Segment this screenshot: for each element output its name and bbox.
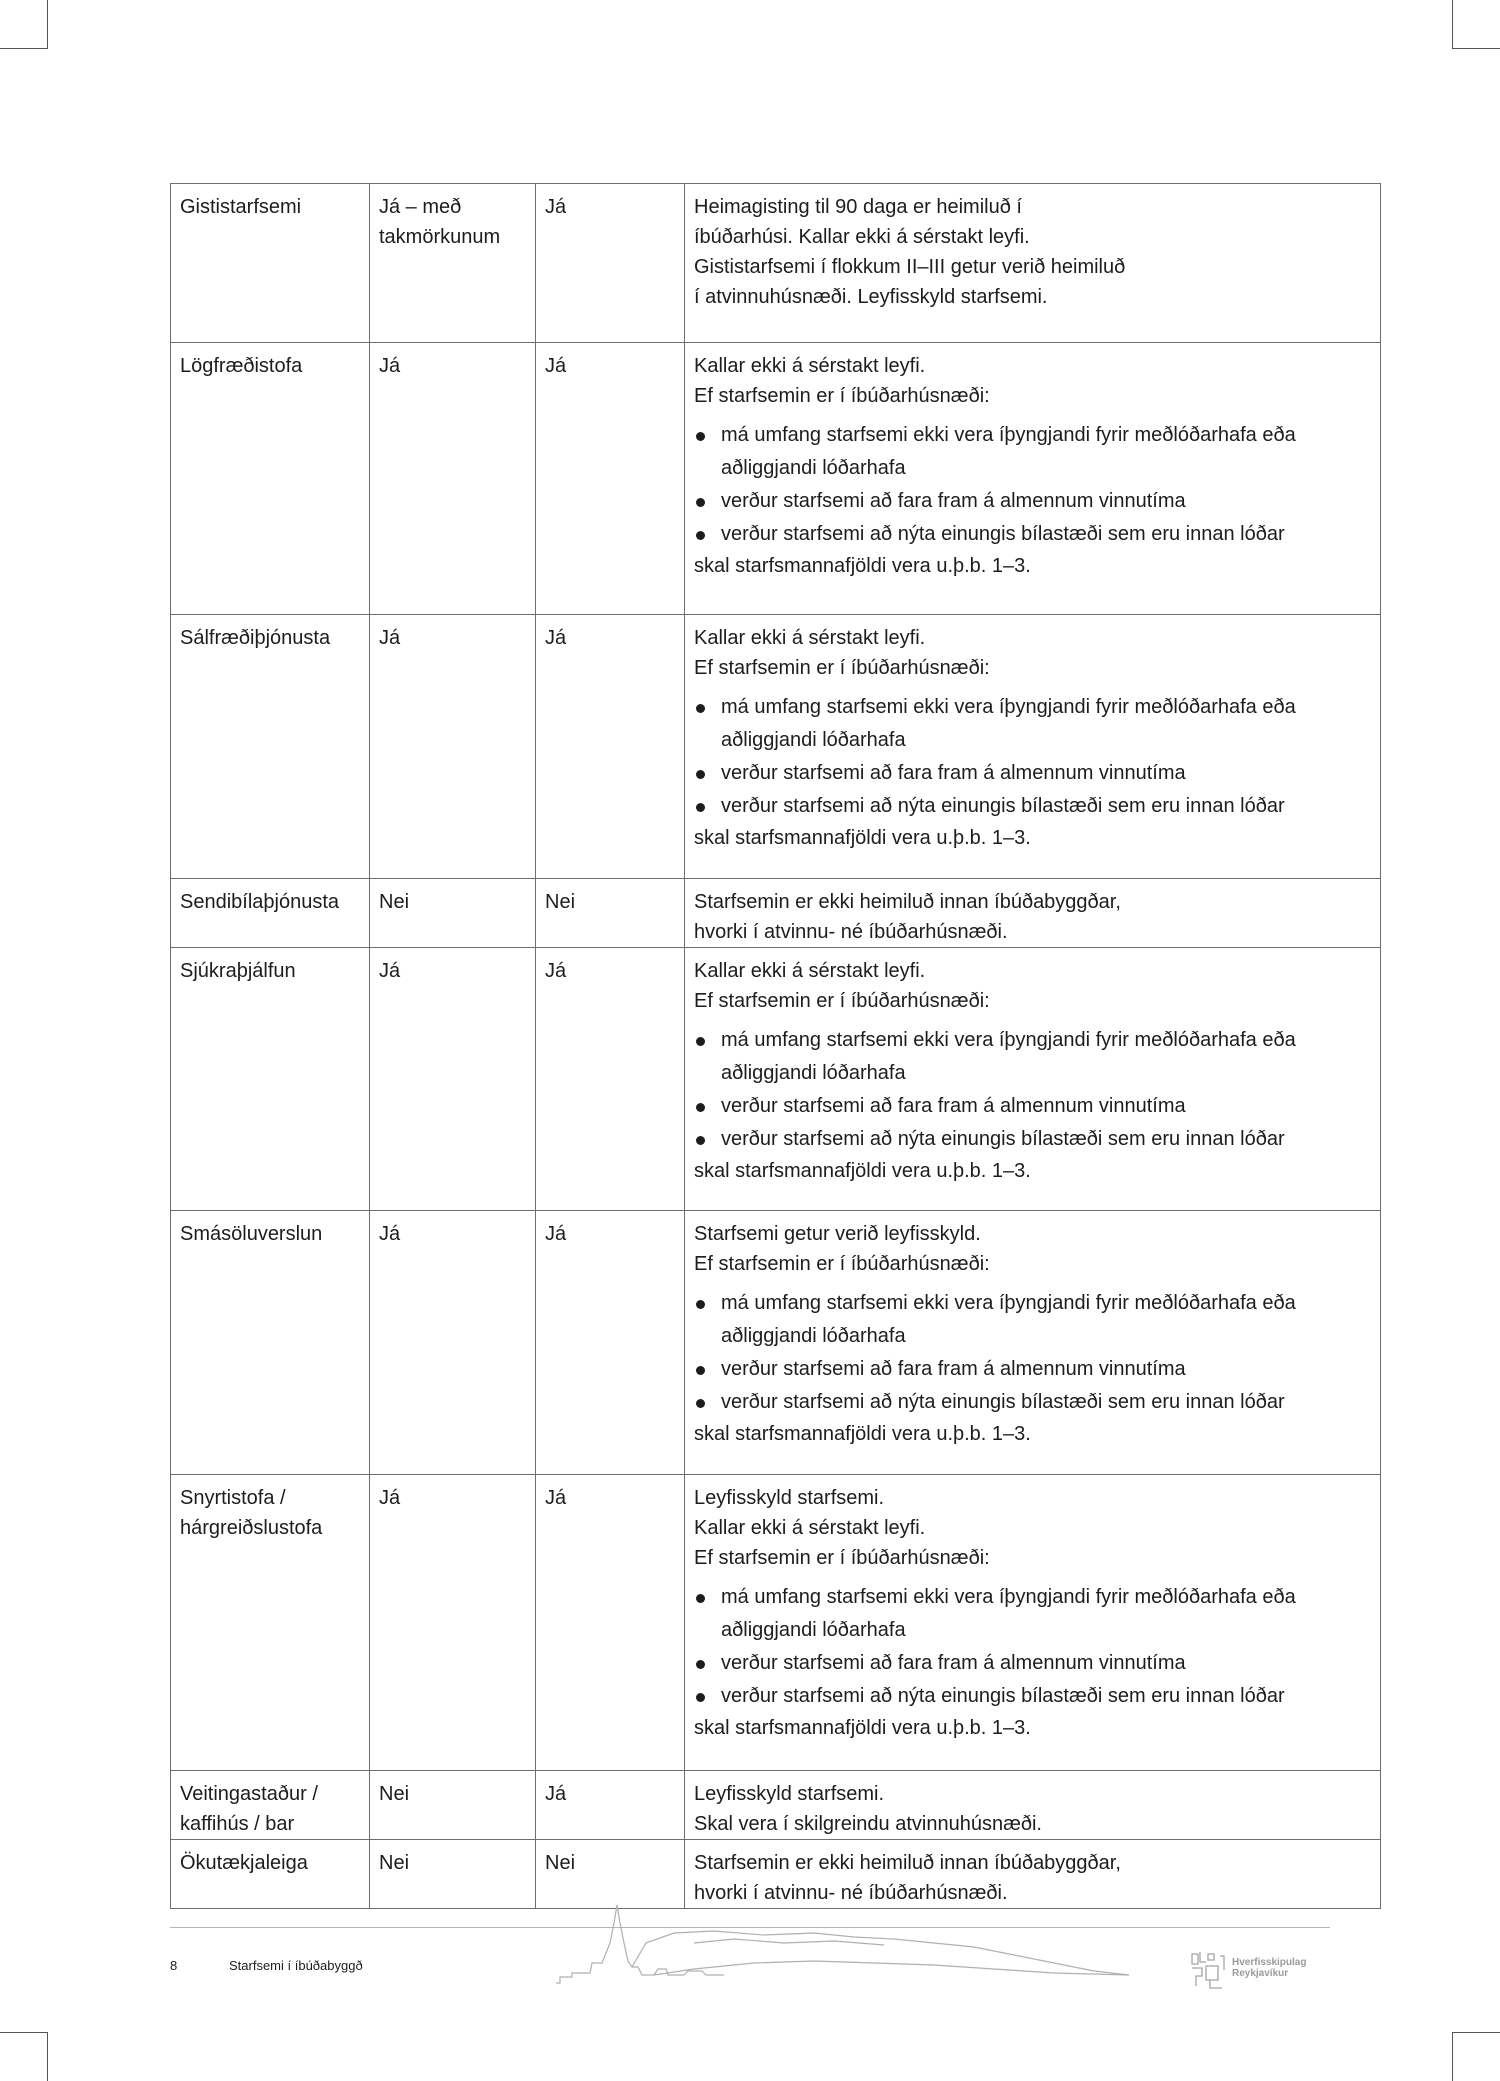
condition-bullet-list — [694, 691, 1371, 823]
bullet-icon — [696, 432, 705, 441]
condition-bullet-list — [694, 1581, 1371, 1713]
condition-staff-limit: skal starfsmannafjöldi vera u.þ.b. 1–3. — [694, 1160, 1031, 1182]
bullet-text: má umfang starfsemi ekki vera íþyngjandi fyrir meðlóðarhafa eða aðliggjandi lóðarhafa — [721, 1292, 1296, 1347]
bullet-text: verður starfsemi að nýta einungis bílastæði sem eru innan lóðar — [721, 523, 1285, 545]
table-row — [171, 1840, 1381, 1909]
permitted-in-residential: Já — [370, 1475, 536, 1771]
condition-bullet — [694, 1123, 1371, 1156]
permitted-in-residential: Já — [370, 1211, 536, 1475]
condition-bullet — [694, 691, 1371, 757]
condition-staff-limit: skal starfsmannafjöldi vera u.þ.b. 1–3. — [694, 555, 1031, 577]
crop-mark — [0, 2032, 48, 2033]
condition-text: Ef starfsemin er í íbúðarhúsnæði: — [694, 657, 990, 679]
condition-text: Starfsemin er ekki heimiluð innan íbúðabyggðar, — [694, 1852, 1121, 1874]
permitted-in-residential: Já — [370, 615, 536, 879]
conditions-cell — [685, 1475, 1381, 1771]
activity-name: Sálfræðiþjónusta — [171, 615, 370, 879]
bullet-icon — [696, 803, 705, 812]
table-row — [171, 1211, 1381, 1475]
crop-mark — [1452, 48, 1500, 49]
condition-text: Kallar ekki á sérstakt leyfi. — [694, 1517, 926, 1539]
condition-text: Ef starfsemin er í íbúðarhúsnæði: — [694, 990, 990, 1012]
condition-text: í atvinnuhúsnæði. Leyfisskyld starfsemi. — [694, 286, 1048, 308]
permitted-in-commercial: Já — [536, 1771, 685, 1840]
bullet-text: má umfang starfsemi ekki vera íþyngjandi fyrir meðlóðarhafa eða aðliggjandi lóðarhafa — [721, 424, 1296, 479]
table-row — [171, 615, 1381, 879]
condition-text: Starfsemi getur verið leyfisskyld. — [694, 1223, 981, 1245]
condition-bullet — [694, 1386, 1371, 1419]
activity-name: Sjúkraþjálfun — [171, 948, 370, 1211]
permitted-in-residential: Já — [370, 343, 536, 615]
condition-text: Ef starfsemin er í íbúðarhúsnæði: — [694, 1547, 990, 1569]
bullet-icon — [696, 704, 705, 713]
bullet-text: verður starfsemi að nýta einungis bílastæði sem eru innan lóðar — [721, 795, 1285, 817]
permitted-in-commercial: Já — [536, 1211, 685, 1475]
condition-text: Leyfisskyld starfsemi. — [694, 1487, 885, 1509]
condition-text: Skal vera í skilgreindu atvinnuhúsnæði. — [694, 1813, 1042, 1835]
conditions-cell — [685, 184, 1381, 343]
permitted-in-commercial: Já — [536, 184, 685, 343]
conditions-cell — [685, 343, 1381, 615]
bullet-icon — [696, 1136, 705, 1145]
conditions-cell — [685, 1211, 1381, 1475]
permitted-in-commercial: Já — [536, 1475, 685, 1771]
condition-text: Ef starfsemin er í íbúðarhúsnæði: — [694, 1253, 990, 1275]
crop-mark — [1452, 2033, 1453, 2081]
bullet-text: verður starfsemi að fara fram á almennum vinnutíma — [721, 1652, 1186, 1674]
activity-name: Veitingastaður / kaffihús / bar — [171, 1771, 370, 1840]
condition-bullet — [694, 1287, 1371, 1353]
bullet-text: verður starfsemi að nýta einungis bílastæði sem eru innan lóðar — [721, 1685, 1285, 1707]
bullet-icon — [696, 1693, 705, 1702]
bullet-icon — [696, 531, 705, 540]
activity-name: Ökutækjaleiga — [171, 1840, 370, 1909]
condition-bullet — [694, 518, 1371, 551]
condition-bullet — [694, 757, 1371, 790]
condition-bullet-list — [694, 1287, 1371, 1419]
condition-bullet — [694, 485, 1371, 518]
conditions-cell — [685, 1771, 1381, 1840]
bullet-text: má umfang starfsemi ekki vera íþyngjandi fyrir meðlóðarhafa eða aðliggjandi lóðarhafa — [721, 696, 1296, 751]
condition-text: Starfsemin er ekki heimiluð innan íbúðabyggðar, — [694, 891, 1121, 913]
table-row — [171, 184, 1381, 343]
table-row — [171, 1771, 1381, 1840]
permitted-in-commercial: Nei — [536, 1840, 685, 1909]
condition-bullet — [694, 419, 1371, 485]
crop-mark — [1452, 0, 1453, 48]
condition-text: Gististarfsemi í flokkum II–III getur verið heimiluð — [694, 256, 1126, 278]
condition-text: hvorki í atvinnu- né íbúðarhúsnæði. — [694, 921, 1008, 943]
permitted-in-commercial: Nei — [536, 879, 685, 948]
permitted-in-residential: Nei — [370, 1840, 536, 1909]
condition-bullet-list — [694, 1024, 1371, 1156]
bullet-icon — [696, 1037, 705, 1046]
condition-staff-limit: skal starfsmannafjöldi vera u.þ.b. 1–3. — [694, 1717, 1031, 1739]
activity-name: Gististarfsemi — [171, 184, 370, 343]
condition-text: hvorki í atvinnu- né íbúðarhúsnæði. — [694, 1882, 1008, 1904]
logo-mark-icon — [1188, 1950, 1228, 1990]
bullet-icon — [696, 498, 705, 507]
crop-mark — [1452, 2032, 1500, 2033]
crop-mark — [0, 48, 48, 49]
condition-text: Heimagisting til 90 daga er heimiluð í — [694, 196, 1022, 218]
conditions-cell — [685, 615, 1381, 879]
bullet-text: verður starfsemi að fara fram á almennum vinnutíma — [721, 762, 1186, 784]
table-row — [171, 948, 1381, 1211]
bullet-icon — [696, 770, 705, 779]
bullet-text: verður starfsemi að fara fram á almennum vinnutíma — [721, 1095, 1186, 1117]
condition-text: Leyfisskyld starfsemi. — [694, 1783, 885, 1805]
conditions-cell — [685, 879, 1381, 948]
activity-name: Snyrtistofa / hárgreiðslustofa — [171, 1475, 370, 1771]
conditions-cell — [685, 948, 1381, 1211]
activity-name: Lögfræðistofa — [171, 343, 370, 615]
conditions-cell — [685, 1840, 1381, 1909]
document-title: Starfsemi í íbúðabyggð — [229, 1958, 363, 1973]
skyline-illustration — [554, 1903, 1129, 1993]
bullet-text: verður starfsemi að nýta einungis bílastæði sem eru innan lóðar — [721, 1391, 1285, 1413]
bullet-icon — [696, 1660, 705, 1669]
condition-bullet — [694, 1680, 1371, 1713]
bullet-text: verður starfsemi að fara fram á almennum vinnutíma — [721, 1358, 1186, 1380]
activity-name: Smásöluverslun — [171, 1211, 370, 1475]
bullet-icon — [696, 1594, 705, 1603]
table-row — [171, 1475, 1381, 1771]
bullet-icon — [696, 1300, 705, 1309]
crop-mark — [47, 2033, 48, 2081]
condition-bullet — [694, 1353, 1371, 1386]
condition-staff-limit: skal starfsmannafjöldi vera u.þ.b. 1–3. — [694, 827, 1031, 849]
condition-bullet — [694, 1581, 1371, 1647]
permitted-in-residential: Já – með takmörkunum — [370, 184, 536, 343]
condition-text: Kallar ekki á sérstakt leyfi. — [694, 627, 926, 649]
condition-bullet — [694, 790, 1371, 823]
permitted-in-residential: Já — [370, 948, 536, 1211]
condition-text: íbúðarhúsi. Kallar ekki á sérstakt leyfi. — [694, 226, 1030, 248]
page-number: 8 — [170, 1958, 178, 1973]
crop-mark — [47, 0, 48, 48]
bullet-icon — [696, 1103, 705, 1112]
logo-wordmark — [1232, 1957, 1306, 1979]
logo-line-1: Hverfisskipulag — [1232, 1957, 1307, 1968]
bullet-text: má umfang starfsemi ekki vera íþyngjandi fyrir meðlóðarhafa eða aðliggjandi lóðarhafa — [721, 1586, 1296, 1641]
bullet-text: má umfang starfsemi ekki vera íþyngjandi fyrir meðlóðarhafa eða aðliggjandi lóðarhafa — [721, 1029, 1296, 1084]
permitted-in-residential: Nei — [370, 1771, 536, 1840]
condition-text: Kallar ekki á sérstakt leyfi. — [694, 960, 926, 982]
condition-bullet — [694, 1647, 1371, 1680]
permitted-in-commercial: Já — [536, 343, 685, 615]
condition-text: Kallar ekki á sérstakt leyfi. — [694, 355, 926, 377]
activity-permission-table — [170, 183, 1381, 1909]
bullet-text: verður starfsemi að fara fram á almennum vinnutíma — [721, 490, 1186, 512]
logo-line-2: Reykjavíkur — [1232, 1968, 1289, 1979]
condition-text: Ef starfsemin er í íbúðarhúsnæði: — [694, 385, 990, 407]
bullet-icon — [696, 1366, 705, 1375]
condition-staff-limit: skal starfsmannafjöldi vera u.þ.b. 1–3. — [694, 1423, 1031, 1445]
condition-bullet — [694, 1024, 1371, 1090]
permitted-in-commercial: Já — [536, 615, 685, 879]
bullet-text: verður starfsemi að nýta einungis bílastæði sem eru innan lóðar — [721, 1128, 1285, 1150]
activity-name: Sendibílaþjónusta — [171, 879, 370, 948]
bullet-icon — [696, 1399, 705, 1408]
condition-bullet-list — [694, 419, 1371, 551]
table-row — [171, 343, 1381, 615]
table-row — [171, 879, 1381, 948]
permitted-in-commercial: Já — [536, 948, 685, 1211]
permitted-in-residential: Nei — [370, 879, 536, 948]
condition-bullet — [694, 1090, 1371, 1123]
